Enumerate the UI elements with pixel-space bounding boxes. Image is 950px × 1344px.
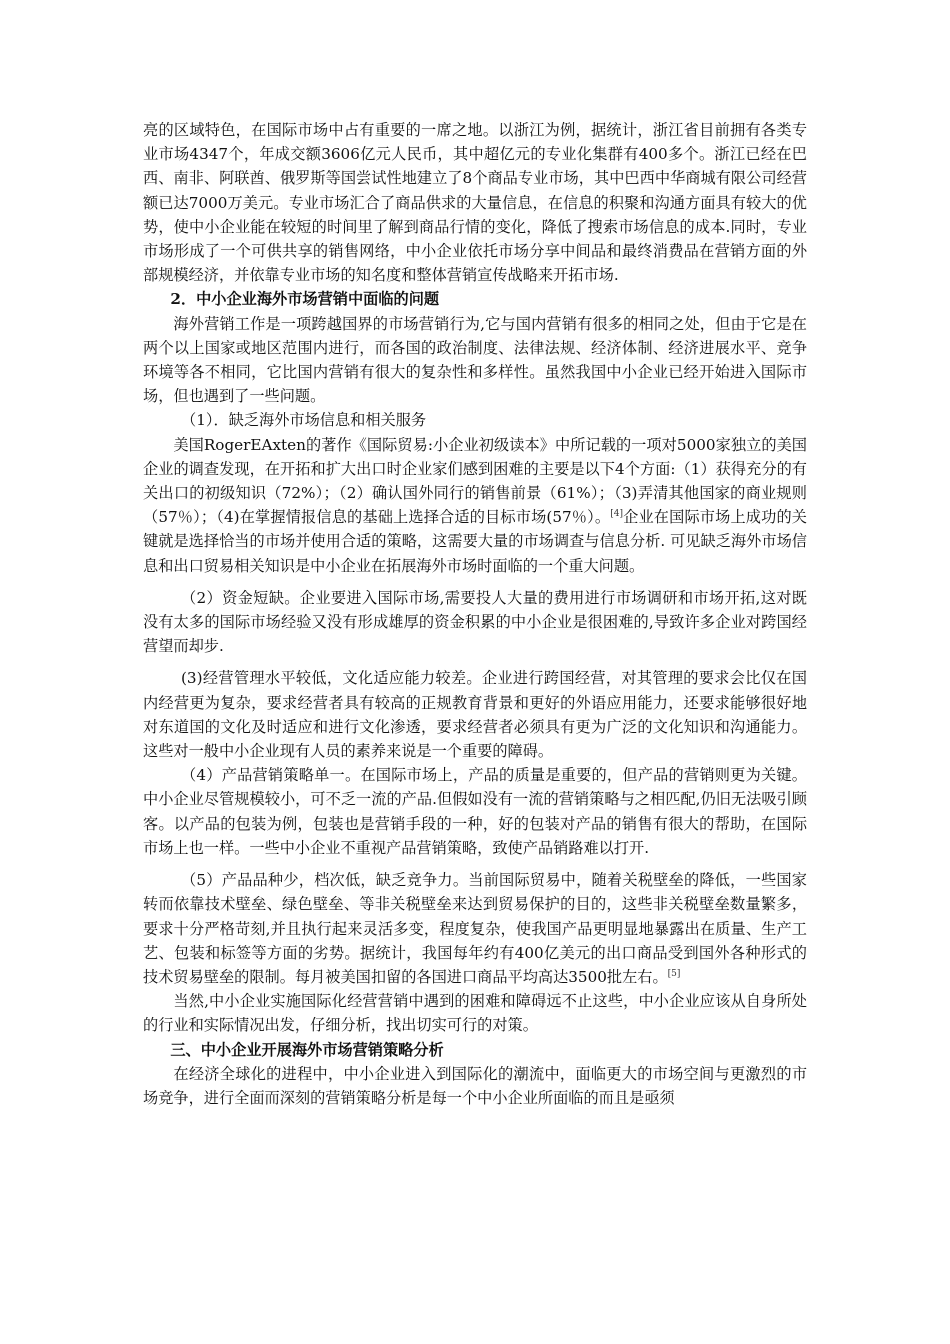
item-1-paragraph (143, 433, 807, 578)
section-3-heading: 三、中小企业开展海外市场营销策略分析 (170, 1040, 444, 1059)
item-5-text: （5）产品品种少，档次低，缺乏竞争力。当前国际贸易中，随着关税壁垒的降低，一些国家转而依靠技术壁垒、绿色壁垒、等非关税壁垒来达到贸易保护的目的，这些非关税壁垒数量繁多，要求十分严格苛刻,并且执行起来灵活多变，程度复杂，使我国产品更明显地暴露出在质量、生产工艺、包装和标签等方面的劣势。据统计，我国每年约有400亿美元的出口商品受到国外各种形式的技术贸易壁垒的限制。每月被美国扣留的各国进口商品平均高达3500批左右。 (143, 871, 807, 986)
item-3-paragraph: (3)经营管理水平较低，文化适应能力较差。企业进行跨国经营，对其管理的要求会比仅在国内经营更为复杂，要求经营者具有较高的正规教育背景和更好的外语应用能力，还要求能够很好地对东道国的文化及时适应和进行文化渗透，要求经营者必须具有更为广泛的文化知识和沟通能力。这些对一般中小企业现有人员的素养来说是一个重要的障碍。 (143, 669, 807, 761)
item-2-paragraph: （2）资金短缺。企业要进入国际市场,需要投人大量的费用进行市场调研和市场开拓,这对既没有太多的国际市场经验又没有形成雄厚的资金积累的中小企业是很困难的,导致许多企业对跨国经营望而却步. (143, 588, 807, 656)
document-body (143, 118, 807, 1110)
citation-4: [4] (610, 509, 623, 520)
item-4-paragraph: （4）产品营销策略单一。在国际市场上，产品的质量是重要的，但产品的营销则更为关键。中小企业尽管规模较小，可不乏一流的产品.但假如没有一流的营销策略与之相匹配,仍旧无法吸引顾客。以产品的包装为例，包装也是营销手段的一种，好的包装对产品的销售有很大的帮助，在国际市场上也一样。一些中小企业不重视产品营销策略，致使产品销路难以打开. (143, 766, 807, 857)
item-1-text: 美国RogerEAxten的著作《国际贸易:小企业初级读本》中所记载的一项对5000家独立的美国企业的调查发现，在开拓和扩大出口时企业家们感到困难的主要是以下4个方面:（1）获得充分的有关出口的初级知识（72%）；（2）确认国外同行的销售前景（61%）；（3)弄清其他国家的商业规则（57％）；（4)在掌握情报信息的基础上选择合适的目标市场(57％）。 (143, 435, 807, 527)
conclusion-paragraph: 当然,中小企业实施国际化经营营销中遇到的困难和障碍远不止这些，中小企业应该从自身所处的行业和实际情况出发，仔细分析，找出切实可行的对策。 (143, 992, 807, 1035)
item-1-heading: （1）．缺乏海外市场信息和相关服务 (181, 411, 427, 430)
section-2-paragraph: 海外营销工作是一项跨越国界的市场营销行为,它与国内营销有很多的相同之处，但由于它是在两个以上国家或地区范围内进行，而各国的政治制度、法律法规、经济体制、经济进展水平、竞争环境等各不相同，它比国内营销有很大的复杂性和多样性。虽然我国中小企业已经开始进入国际市场，但也遇到了一些问题。 (143, 314, 807, 406)
section-3-paragraph: 在经济全球化的进程中，中小企业进入到国际化的潮流中，面临更大的市场空间与更激烈的市场竞争，进行全面而深刻的营销策略分析是每一个中小企业所面临的而且是亟须 (143, 1064, 807, 1107)
item-5-paragraph (143, 868, 807, 989)
citation-5: [5] (667, 968, 681, 979)
intro-paragraph: 亮的区域特色，在国际市场中占有重要的一席之地。以浙江为例，据统计，浙江省目前拥有各类专业市场4347个，年成交额3606亿元人民币，其中超亿元的专业化集群有400多个。浙江已经在巴西、南非、阿联酋、俄罗斯等国尝试性地建立了8个商品专业市场，其中巴西中华商城有限公司经营额已达7000万美元。专业市场汇合了商品供求的大量信息，在信息的积聚和沟通方面具有较大的优势，使中小企业能在较短的时间里了解到商品行情的变化，降低了搜索市场信息的成本.同时，专业市场形成了一个可供共享的销售网络，中小企业依托市场分享中间品和最终消费品在营销方面的外部规模经济，并依靠专业市场的知名度和整体营销宣传战略来开拓市场. (143, 121, 807, 285)
item-1-text-tail: 企业在国际市场上成功的关键就是选择恰当的市场并使用合适的策略，这需要大量的市场调查与信息分析. 可见缺乏海外市场信息和出口贸易相关知识是中小企业在拓展海外市场时面临的一个重大问题。 (143, 508, 807, 575)
section-2-heading: 2．中小企业海外市场营销中面临的问题 (170, 290, 440, 309)
